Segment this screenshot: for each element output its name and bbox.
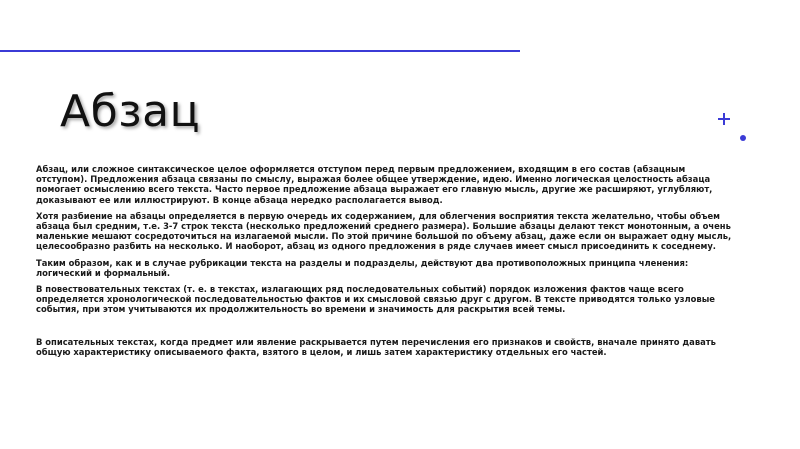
plus-icon xyxy=(718,113,730,125)
dot-icon xyxy=(740,135,746,141)
slide-body xyxy=(36,164,736,363)
slide-title: Абзац xyxy=(60,86,201,137)
top-accent-line xyxy=(0,50,520,52)
paragraph-3: Таким образом, как и в случае рубрикации текста на разделы и подразделы, действуют два противоположных принципа членения: логический и формальный. xyxy=(36,257,689,278)
paragraph-2: Хотя разбиение на абзацы определяется в первую очередь их содержанием, для облегчения восприятия текста желательно, чтобы объем абзаца был средним, т.е. 3-7 строк текста (несколько предложений среднего размера). Большие абзацы делают текст монотонным, а очень маленькие мешают сосредоточиться на излагаемой мысли. По этой причине большой по объему абзац, даже если он выражает одну мысль, целесообразно разбить на несколько. И наоборот, абзац из одного предложения в ряде случаев имеет смысл присоединить к соседнему. xyxy=(36,210,732,252)
paragraph-5: В описательных текстах, когда предмет или явление раскрывается путем перечисления его признаков и свойств, вначале принято давать общую характеристику описываемого факта, взятого в целом, и лишь затем характеристику отдельных его частей. xyxy=(36,336,716,357)
paragraph-4: В повествовательных текстах (т. е. в текстах, излагающих ряд последовательных событий) порядок изложения фактов чаще всего определяется хронологической последовательностью фактов и их смысловой связью друг с другом. В тексте приводятся только узловые события, при этом учитываются их продолжительность во времени и значимость для раскрытия всей темы. xyxy=(36,284,715,315)
paragraph-1: Абзац, или сложное синтаксическое целое оформляется отступом перед первым предложением, входящим в его состав (абзацным отступом). Предложения абзаца связаны по смыслу, выражая более общее утверждение, идею. Именно логическая целостность абзаца помогает осмыслению всего текста. Часто первое предложение абзаца выражает его главную мысль, другие же расширяют, углубляют, доказывают ее или иллюстрируют. В конце абзаца нередко располагается вывод. xyxy=(36,164,713,205)
